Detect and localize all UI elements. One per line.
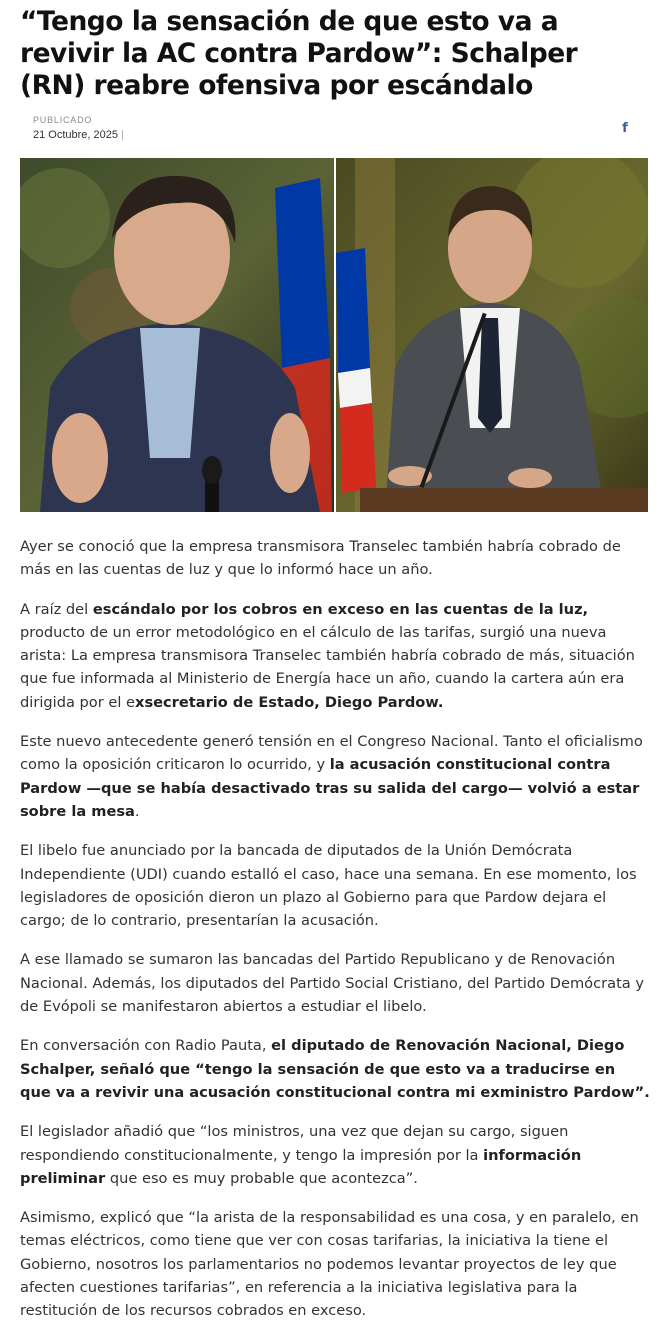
- article-paragraph: [20, 535, 650, 582]
- bold-text: escándalo por los cobros en exceso en las cuentas de la luz,: [92, 600, 589, 618]
- facebook-icon[interactable]: f: [622, 120, 628, 136]
- bold-text: el diputado de Renovación Nacional, Diego Schalper, señaló que “tengo la sensación de que esto va a traducirse en que va a revivir una acusación constitucional contra mi exministro Pardow”.: [20, 1037, 650, 1101]
- paragraph-text: Asimismo, explicó que “la arista de la responsabilidad es una cosa, y en paralelo, en temas eléctricos, como tiene que ver con cosas tarifarias, la iniciativa la tiene el Gobierno, nosotros los parlamentarios no podemos levantar proyectos de ley que afecten cuestiones tarifarias”, en referencia a la iniciativa legislativa para la restitución de los recursos cobrados en exceso.: [20, 1209, 639, 1320]
- article-paragraph: [20, 839, 650, 932]
- article-headline: “Tengo la sensación de que esto va a revivir la AC contra Pardow”: Schalper (RN) reabre ofensiva por escándalo: [20, 6, 578, 101]
- paragraph-text: Ayer se conoció que la empresa transmisora Transelec también habría cobrado de más en las cuentas de luz y que lo informó hace un año.: [20, 538, 621, 579]
- paragraph-text: El legislador añadió que “los ministros, una vez que dejan su cargo, siguen respondiendo constitucionalmente, y tengo la impresión por la: [20, 1123, 569, 1164]
- article-paragraph: [20, 1034, 650, 1104]
- article-photo-illustration: [20, 158, 648, 512]
- article-paragraph: [20, 730, 650, 823]
- article-paragraph: [20, 598, 650, 714]
- paragraph-text: que eso es muy probable que acontezca”.: [105, 1169, 418, 1187]
- bold-text: información preliminar: [20, 1146, 582, 1187]
- article-paragraph: [20, 948, 650, 1018]
- paragraph-text: A raíz del: [20, 600, 93, 618]
- paragraph-text: El libelo fue anunciado por la bancada de diputados de la Unión Demócrata Independiente (UDI) cuando estalló el caso, hace una semana. En ese momento, los legisladores de oposición dieron un plazo al Gobierno para que Pardow dejara el cargo; de lo contrario, presentarían la acusación.: [20, 842, 637, 930]
- published-date: 21 Octubre, 2025: [33, 129, 119, 141]
- paragraph-text: producto de un error metodológico en el cálculo de las tarifas, surgió una nueva arista: La empresa transmisora Transelec también habría cobrado de más, situación que fue informada al Ministerio de Energía hace un año, cuando la cartera aún era dirigida por el e: [20, 623, 635, 711]
- paragraph-text: .: [134, 802, 140, 820]
- paragraph-text: Este nuevo antecedente generó tensión en el Congreso Nacional. Tanto el oficialismo como la oposición criticaron lo ocurrido, y: [20, 733, 643, 774]
- paragraph-text: A ese llamado se sumaron las bancadas del Partido Republicano y de Renovación Nacional. Además, los diputados del Partido Social Cristiano, del Partido Demócrata y de Evópoli se manifestaron abiertos a estudiar el libelo.: [20, 951, 645, 1016]
- article-paragraph: [20, 1206, 650, 1322]
- article-body: [20, 535, 650, 1339]
- bold-text: xsecretario de Estado, Diego Pardow.: [135, 693, 444, 711]
- bold-text: la acusación constitucional contra Pardow —que se había desactivado tras su salida del cargo— volvió a estar sobre la mesa: [20, 756, 640, 820]
- published-label: PUBLICADO: [33, 115, 93, 125]
- paragraph-text: En conversación con Radio Pauta,: [20, 1037, 272, 1055]
- article-paragraph: [20, 1120, 650, 1190]
- published-date-row: [33, 129, 124, 141]
- meta-separator: |: [121, 129, 124, 141]
- article-photo: [20, 158, 648, 512]
